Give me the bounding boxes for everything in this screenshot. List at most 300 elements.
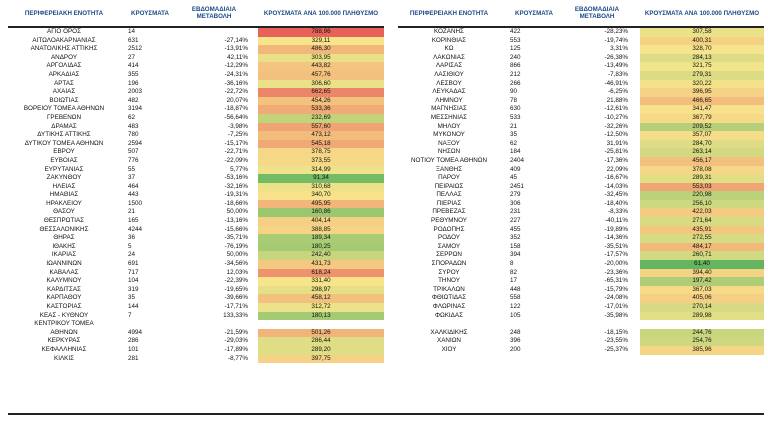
- rate-cell: 501,26: [258, 329, 384, 338]
- change-cell: -7,83%: [608, 70, 628, 78]
- rate-cell: 396,95: [640, 88, 764, 97]
- rate-cell: 341,47: [640, 105, 764, 114]
- change-cell: -24,31%: [224, 70, 248, 78]
- rate-cell: 473,12: [258, 131, 384, 140]
- rate-cell: 400,31: [640, 37, 764, 46]
- rate-cell: 533,36: [258, 105, 384, 114]
- table-row: [8, 105, 384, 114]
- rate-cell: 457,76: [258, 71, 384, 80]
- region-cell: ΙΘΑΚΗΣ: [52, 242, 76, 250]
- rate-cell: 232,69: [258, 114, 384, 123]
- cases-cell: 266: [510, 79, 521, 87]
- change-cell: -23,55%: [604, 337, 628, 345]
- rate-cell: 189,34: [258, 234, 384, 243]
- cases-cell: 196: [128, 79, 139, 87]
- cases-cell: 286: [128, 337, 139, 345]
- rate-cell: 272,55: [640, 234, 764, 243]
- rate-cell: 289,98: [640, 312, 764, 321]
- region-cell: ΡΟΔΟΠΗΣ: [433, 225, 465, 233]
- region-cell: ΘΕΣΠΡΩΤΙΑΣ: [43, 217, 85, 225]
- cases-cell: 776: [128, 156, 139, 164]
- change-cell: -12,29%: [224, 62, 248, 70]
- region-cell: ΠΑΡΟΥ: [438, 174, 460, 182]
- table-row: [398, 269, 764, 278]
- cases-cell: 5: [128, 242, 132, 250]
- cases-cell: 62: [128, 113, 136, 121]
- cases-cell: 90: [510, 88, 518, 96]
- region-cell: ΚΩ: [444, 45, 454, 53]
- table-row: [8, 260, 384, 269]
- region-cell: ΖΑΚΥΝΘΟΥ: [46, 174, 82, 182]
- rate-cell: 286,44: [258, 337, 384, 346]
- table-row: [8, 123, 384, 132]
- table-row: [398, 243, 764, 252]
- change-cell: -32,45%: [604, 191, 628, 199]
- change-cell: -76,19%: [224, 242, 248, 250]
- region-cell: ΛΑΣΙΘΙΟΥ: [434, 70, 464, 78]
- rate-cell: 378,08: [640, 166, 764, 175]
- table-row: [8, 226, 384, 235]
- cases-cell: 35: [510, 131, 518, 139]
- header-change: ΕΒΔΟΜΑΔΙΑΙΑ ΜΕΤΑΒΟΛΗ: [191, 6, 237, 20]
- cases-cell: 125: [510, 45, 521, 53]
- cases-cell: 231: [510, 208, 521, 216]
- table-row: [398, 329, 764, 338]
- table-row: [398, 88, 764, 97]
- table-row: [398, 234, 764, 243]
- change-cell: 133,33%: [223, 311, 248, 319]
- change-cell: -18,40%: [604, 199, 628, 207]
- rate-cell: 466,65: [640, 97, 764, 106]
- change-cell: -32,26%: [604, 122, 628, 130]
- table-row: [8, 157, 384, 166]
- region-cell: ΛΕΣΒΟΥ: [436, 79, 462, 87]
- change-cell: -26,38%: [604, 53, 628, 61]
- rate-cell: 289,20: [258, 346, 384, 355]
- table-row: [398, 166, 764, 175]
- rate-cell: 454,26: [258, 97, 384, 106]
- region-cell: ΞΑΝΘΗΣ: [435, 165, 463, 173]
- region-cell: ΚΑΡΔΙΤΣΑΣ: [47, 285, 81, 293]
- rate-cell: 289,31: [640, 174, 764, 183]
- region-cell: ΕΥΒΟΙΑΣ: [50, 156, 78, 164]
- table-row: [398, 251, 764, 260]
- rate-cell: 263,14: [640, 148, 764, 157]
- cases-cell: 14: [128, 28, 136, 35]
- rate-cell: 435,91: [640, 226, 764, 235]
- change-cell: -27,14%: [224, 36, 248, 44]
- cases-cell: 507: [128, 148, 139, 156]
- cases-cell: 4244: [128, 225, 143, 233]
- region-cell: ΜΗΛΟΥ: [437, 122, 461, 130]
- change-cell: -53,16%: [224, 174, 248, 182]
- region-cell: ΗΜΑΘΙΑΣ: [49, 191, 79, 199]
- rate-cell: 357,07: [640, 131, 764, 140]
- cases-cell: 3194: [128, 105, 143, 113]
- cases-cell: 240: [510, 53, 521, 61]
- change-cell: -14,36%: [604, 234, 628, 242]
- rate-cell: 331,40: [258, 277, 384, 286]
- rate-cell: 495,95: [258, 200, 384, 209]
- rate-cell: [640, 320, 764, 329]
- rate-cell: 284,13: [640, 54, 764, 63]
- change-cell: -65,31%: [604, 277, 628, 285]
- cases-cell: 355: [128, 70, 139, 78]
- rate-cell: 260,71: [640, 251, 764, 260]
- cases-cell: 691: [128, 260, 139, 268]
- change-cell: -12,61%: [604, 105, 628, 113]
- cases-cell: 104: [128, 277, 139, 285]
- change-cell: -35,98%: [604, 311, 628, 319]
- change-cell: 42,11%: [227, 53, 248, 61]
- table-row: [398, 54, 764, 63]
- region-cell: ΔΥΤΙΚΗΣ ΑΤΤΙΚΗΣ: [37, 131, 91, 139]
- region-cell: ΜΥΚΟΝΟΥ: [433, 131, 465, 139]
- cases-cell: 62: [510, 139, 518, 147]
- rate-cell: 340,70: [258, 191, 384, 200]
- change-cell: -12,50%: [604, 131, 628, 139]
- change-cell: -18,66%: [224, 199, 248, 207]
- change-cell: -6,25%: [608, 88, 628, 96]
- table-row: [8, 337, 384, 346]
- rate-cell: 310,68: [258, 183, 384, 192]
- cases-cell: 717: [128, 268, 139, 276]
- region-cell: ΚΑΛΥΜΝΟΥ: [46, 277, 82, 285]
- cases-cell: 352: [510, 234, 521, 242]
- cases-cell: 4994: [128, 328, 143, 336]
- table-row: [398, 148, 764, 157]
- change-cell: 12,03%: [226, 268, 248, 276]
- change-cell: -18,87%: [224, 105, 248, 113]
- rate-cell: 553,03: [640, 183, 764, 192]
- region-cell: ΗΡΑΚΛΕΙΟΥ: [46, 199, 82, 207]
- change-cell: -23,36%: [604, 268, 628, 276]
- change-cell: -18,15%: [604, 328, 628, 336]
- region-cell: ΒΟΡΕΙΟΥ ΤΟΜΕΑ ΑΘΗΝΩΝ: [23, 105, 105, 113]
- table-row: [398, 294, 764, 303]
- cases-cell: 533: [510, 113, 521, 121]
- rate-cell: 306,60: [258, 80, 384, 89]
- cases-cell: 630: [510, 105, 521, 113]
- cases-cell: 553: [510, 36, 521, 44]
- cases-cell: 36: [128, 234, 136, 242]
- region-cell: ΘΕΣΣΑΛΟΝΙΚΗΣ: [39, 225, 89, 233]
- region-cell: ΑΙΤΩΛΟΑΚΑΡΝΑΝΙΑΣ: [32, 36, 96, 44]
- change-cell: -40,11%: [605, 217, 628, 225]
- change-cell: -13,16%: [224, 217, 248, 225]
- change-cell: -36,16%: [224, 79, 248, 87]
- table-row: [8, 208, 384, 217]
- change-cell: -24,08%: [604, 294, 628, 302]
- rate-cell: 373,55: [258, 157, 384, 166]
- table-row: [398, 303, 764, 312]
- change-cell: -19,65%: [224, 285, 248, 293]
- region-cell: ΚΑΡΠΑΘΟΥ: [46, 294, 82, 302]
- rate-cell: 422,03: [640, 208, 764, 217]
- cases-cell: 212: [510, 70, 521, 78]
- rate-cell: 662,65: [258, 88, 384, 97]
- table-row: [8, 355, 384, 364]
- cases-cell: 396: [510, 337, 521, 345]
- table-row: [398, 217, 764, 226]
- table-row: [8, 329, 384, 338]
- cases-cell: 8: [510, 260, 514, 268]
- rate-cell: 160,86: [258, 208, 384, 217]
- change-cell: -25,81%: [604, 148, 628, 156]
- region-cell: ΝΗΣΩΝ: [437, 148, 461, 156]
- header-change: ΕΒΔΟΜΑΔΙΑΙΑ ΜΕΤΑΒΟΛΗ: [574, 6, 620, 20]
- rate-cell: 388,85: [258, 226, 384, 235]
- table-row: [8, 217, 384, 226]
- change-cell: -19,74%: [604, 36, 628, 44]
- region-cell: ΑΝΔΡΟΥ: [50, 53, 78, 61]
- rate-cell: 270,14: [640, 303, 764, 312]
- rate-cell: 197,42: [640, 277, 764, 286]
- table-row: [8, 37, 384, 46]
- cases-cell: 394: [510, 251, 521, 259]
- rate-cell: 312,72: [258, 303, 384, 312]
- region-cell: ΣΑΜΟΥ: [437, 242, 461, 250]
- rate-cell: 618,24: [258, 269, 384, 278]
- cases-cell: 37: [128, 174, 136, 182]
- region-cell: ΑΡΤΑΣ: [54, 79, 74, 87]
- rate-cell: 61,40: [640, 260, 764, 269]
- cases-cell: 414: [128, 62, 139, 70]
- table-row: [398, 62, 764, 71]
- table-row: [8, 312, 384, 321]
- cases-cell: 2594: [128, 139, 143, 147]
- change-cell: -22,72%: [224, 88, 248, 96]
- region-cell: ΦΩΚΙΔΑΣ: [435, 311, 463, 319]
- cases-cell: 27: [128, 53, 136, 61]
- cases-cell: 866: [510, 62, 521, 70]
- rate-cell: 397,75: [258, 355, 384, 364]
- table-row: [398, 208, 764, 217]
- region-cell: ΧΑΝΙΩΝ: [437, 337, 461, 345]
- cases-cell: 200: [510, 345, 521, 353]
- region-cell: ΑΝΑΤΟΛΙΚΗΣ ΑΤΤΙΚΗΣ: [30, 45, 98, 53]
- change-cell: -17,57%: [604, 251, 628, 259]
- cases-cell: 455: [510, 225, 521, 233]
- cases-cell: 105: [510, 311, 521, 319]
- cases-cell: 279: [510, 191, 521, 199]
- rate-cell: 367,03: [640, 286, 764, 295]
- table-row: [398, 174, 764, 183]
- cases-cell: 21: [128, 208, 136, 216]
- table-row: [8, 286, 384, 295]
- region-cell: ΗΛΕΙΑΣ: [52, 182, 76, 190]
- header-rate: ΚΡΟΥΣΜΑΤΑ ΑΝΑ 100.000 ΠΛΗΘΥΣΜΟ: [644, 9, 760, 17]
- change-cell: -22,39%: [224, 277, 248, 285]
- region-cell: ΒΟΙΩΤΙΑΣ: [49, 96, 79, 104]
- table-row: [398, 277, 764, 286]
- change-cell: -17,01%: [604, 303, 628, 310]
- region-cell: ΠΡΕΒΕΖΑΣ: [432, 208, 466, 216]
- region-cell: ΠΕΙΡΑΙΩΣ: [434, 182, 464, 190]
- rate-cell: 788,96: [258, 28, 384, 37]
- table-row: [398, 97, 764, 106]
- rate-cell: 220,98: [640, 191, 764, 200]
- region-cell: ΑΧΑΪΑΣ: [52, 88, 76, 96]
- cases-cell: 483: [128, 122, 139, 130]
- region-cell: ΤΗΝΟΥ: [438, 277, 460, 285]
- table-row: [398, 105, 764, 114]
- table-row: [8, 303, 384, 312]
- region-cell: ΡΕΘΥΜΝΟΥ: [431, 217, 467, 225]
- region-cell: ΝΟΤΙΟΥ ΤΟΜΕΑ ΑΘΗΝΩΝ: [410, 156, 488, 164]
- cases-cell: 319: [128, 285, 139, 293]
- change-cell: 50,00%: [226, 251, 248, 259]
- change-cell: 50,00%: [226, 208, 248, 216]
- region-cell: ΚΕΑΣ - ΚΥΘΝΟΥ: [39, 311, 89, 319]
- cases-cell: 122: [510, 303, 521, 310]
- change-cell: -35,71%: [224, 234, 248, 242]
- cases-cell: 24: [128, 251, 136, 259]
- table-row: [398, 286, 764, 295]
- change-cell: -22,71%: [224, 148, 248, 156]
- change-cell: -15,66%: [224, 225, 248, 233]
- header-region: ΠΕΡΙΦΕΡΕΙΑΚΗ ΕΝΟΤΗΤΑ: [24, 9, 104, 17]
- cases-cell: 448: [510, 285, 521, 293]
- region-cell: ΙΚΑΡΙΑΣ: [51, 251, 77, 259]
- table-row: [398, 80, 764, 89]
- region-cell: ΣΥΡΟΥ: [438, 268, 460, 276]
- region-cell: ΤΡΙΚΑΛΩΝ: [433, 285, 465, 293]
- rate-cell: 405,06: [640, 294, 764, 303]
- table-header: [398, 0, 764, 28]
- cases-cell: 1500: [128, 199, 143, 207]
- change-cell: -22,09%: [224, 156, 248, 164]
- table-row: [8, 45, 384, 54]
- table-row: [8, 243, 384, 252]
- region-cell: ΚΑΒΑΛΑΣ: [49, 268, 79, 276]
- table-row: [398, 183, 764, 192]
- table-bottom-rule: [8, 413, 764, 415]
- cases-cell: 2404: [510, 156, 525, 164]
- table-row: [398, 337, 764, 346]
- cases-cell: 558: [510, 294, 521, 302]
- region-cell: ΘΗΡΑΣ: [53, 234, 75, 242]
- cases-cell: 82: [510, 268, 518, 276]
- table-body: [8, 28, 384, 363]
- change-cell: -34,56%: [224, 260, 248, 268]
- change-cell: -35,51%: [604, 242, 628, 250]
- change-cell: -17,89%: [224, 345, 248, 353]
- region-cell: ΣΕΡΡΩΝ: [436, 251, 462, 259]
- rate-cell: 458,12: [258, 294, 384, 303]
- region-cell: ΕΒΡΟΥ: [53, 148, 75, 156]
- rate-cell: 557,60: [258, 123, 384, 132]
- rate-cell: 180,25: [258, 243, 384, 252]
- table-row: [8, 174, 384, 183]
- rate-cell: 284,70: [640, 140, 764, 149]
- rate-cell: 328,70: [640, 45, 764, 54]
- region-cell: ΣΠΟΡΑΔΩΝ: [431, 260, 467, 268]
- rate-cell: 271,64: [640, 217, 764, 226]
- table-row: [398, 312, 764, 321]
- region-cell: ΚΟΖΑΝΗΣ: [434, 28, 464, 35]
- region-cell: ΑΡΓΟΛΙΔΑΣ: [46, 62, 82, 70]
- table-header: [8, 0, 384, 28]
- cases-cell: 2512: [128, 45, 143, 53]
- rate-cell: 303,95: [258, 54, 384, 63]
- rate-cell: 242,40: [258, 251, 384, 260]
- rate-cell: 320,22: [640, 80, 764, 89]
- cases-cell: 17: [510, 277, 518, 285]
- rate-cell: 486,30: [258, 45, 384, 54]
- table-row: [8, 166, 384, 175]
- region-cell: ΑΓΙΟ ΟΡΟΣ: [47, 28, 81, 35]
- region-cell: ΚΕΝΤΡΙΚΟΥ ΤΟΜΕΑ: [34, 320, 94, 328]
- region-cell: ΠΙΕΡΙΑΣ: [436, 199, 462, 207]
- cases-cell: 45: [510, 174, 518, 182]
- cases-cell: 443: [128, 191, 139, 199]
- region-cell: ΚΑΣΤΟΡΙΑΣ: [46, 303, 82, 310]
- change-cell: -19,89%: [604, 225, 628, 233]
- table-row: [398, 28, 764, 37]
- region-cell: ΦΘΙΩΤΙΔΑΣ: [431, 294, 467, 302]
- change-cell: -13,91%: [224, 45, 248, 53]
- change-cell: -10,27%: [604, 113, 628, 121]
- change-cell: -25,37%: [604, 345, 628, 353]
- table-row: [398, 37, 764, 46]
- change-cell: 22,09%: [606, 165, 628, 173]
- table-row: [8, 200, 384, 209]
- change-cell: -3,98%: [228, 122, 248, 130]
- rate-cell: 321,75: [640, 62, 764, 71]
- change-cell: -16,67%: [604, 174, 628, 182]
- rate-cell: 298,97: [258, 286, 384, 295]
- region-cell: ΚΙΛΚΙΣ: [54, 354, 74, 362]
- table-row: [8, 234, 384, 243]
- change-cell: -29,03%: [224, 337, 248, 345]
- region-cell: ΜΕΣΣΗΝΙΑΣ: [430, 113, 468, 121]
- cases-cell: 158: [510, 242, 521, 250]
- cases-cell: 21: [510, 122, 518, 130]
- header-cases: ΚΡΟΥΣΜΑΤΑ: [515, 9, 553, 17]
- rate-cell: 367,79: [640, 114, 764, 123]
- left-table: [8, 0, 384, 363]
- region-cell: ΑΘΗΝΩΝ: [50, 328, 78, 336]
- rate-cell: [258, 320, 384, 329]
- rate-cell: 244,76: [640, 329, 764, 338]
- rate-cell: 404,14: [258, 217, 384, 226]
- rate-cell: 545,18: [258, 140, 384, 149]
- cases-cell: 780: [128, 131, 139, 139]
- cases-cell: 306: [510, 199, 521, 207]
- rate-cell: 443,82: [258, 62, 384, 71]
- change-cell: -28,23%: [604, 28, 628, 35]
- region-cell: ΚΕΦΑΛΛΗΝΙΑΣ: [41, 345, 87, 353]
- rate-cell: 431,73: [258, 260, 384, 269]
- region-cell: ΛΑΚΩΝΙΑΣ: [433, 53, 465, 61]
- header-cases: ΚΡΟΥΣΜΑΤΑ: [131, 9, 169, 17]
- region-cell: ΘΑΣΟΥ: [53, 208, 75, 216]
- right-table: [398, 0, 764, 355]
- change-cell: -14,03%: [604, 182, 628, 190]
- change-cell: 20,07%: [226, 96, 248, 104]
- cases-cell: 78: [510, 96, 518, 104]
- table-row: [398, 123, 764, 132]
- region-cell: ΧΙΟΥ: [441, 345, 457, 353]
- table-row: [8, 114, 384, 123]
- rate-cell: 484,17: [640, 243, 764, 252]
- table-row: [8, 28, 384, 37]
- table-row: [8, 277, 384, 286]
- region-cell: ΙΩΑΝΝΙΝΩΝ: [46, 260, 82, 268]
- region-cell: ΠΕΛΛΑΣ: [436, 191, 462, 199]
- region-cell: ΛΕΥΚΑΔΑΣ: [432, 88, 466, 96]
